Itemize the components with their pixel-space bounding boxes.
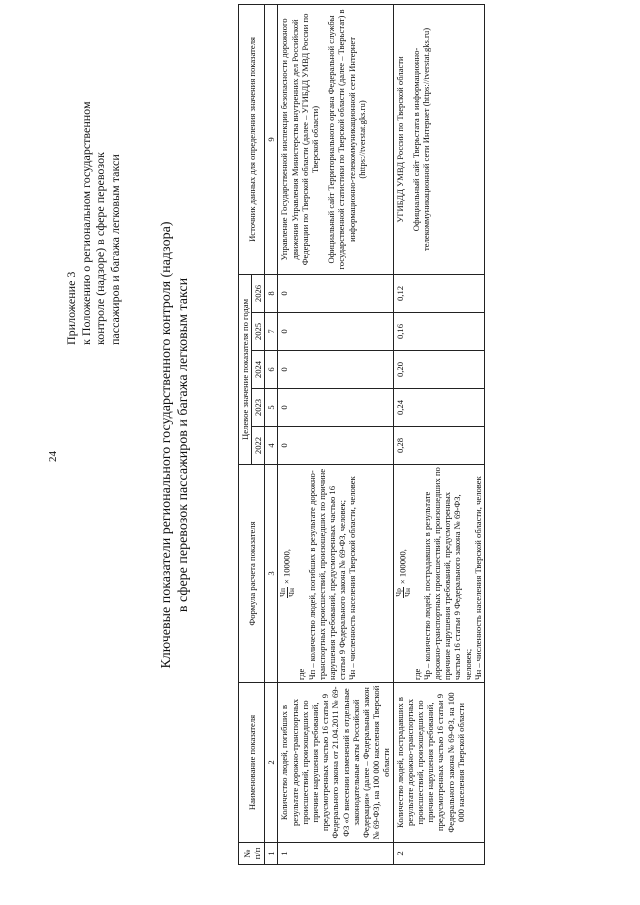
formula-expression [279,467,296,680]
target-value: 0 [278,389,393,427]
source-cell [278,4,393,274]
indicator-name: Количество людей, пострадавших в результате дорожно-транспортных происшествий, произошедших по причине нарушения требований, предусмотренных частью 16 статьи 9 Федерального закона № 69-ФЗ, на 100 000 населения Тверской области [393,683,484,843]
year-cell: 2026 [252,274,265,312]
year-cell: 2022 [252,427,265,465]
formula-multiplier: × 100000, [281,549,292,585]
source-cell [393,4,484,274]
formula-denominator: Чн [402,588,412,597]
page-number: 24 [47,451,59,462]
formula-fraction [395,587,412,598]
col-number: 8 [265,274,278,312]
table-row [393,4,484,864]
header-target: Целевое значение показателя по годам [239,274,252,464]
header-num: № п/п [239,843,265,865]
col-number: 1 [265,843,278,865]
year-cell: 2023 [252,389,265,427]
row-num: 1 [278,843,393,865]
col-number: 9 [265,4,278,274]
col-number: 3 [265,465,278,683]
formula-numerator: Чр [393,588,403,597]
formula-definition: Чп – количество людей, погибших в результате дорожно-транспортных происшествий, произошедших по причине нарушения требований, предусмотренных частью 16 статьи 9 Федерального закона № 69-ФЗ, человек; [306,468,348,680]
col-number: 6 [265,351,278,389]
kpi-table [238,4,485,865]
header-row [239,4,252,864]
col-number: 4 [265,427,278,465]
appendix-heading [64,40,122,345]
target-value: 0,24 [393,389,484,427]
source-text: Официальный сайт Территориального органа Федеральной службы государственной статистики по Тверской области (далее – Тверьстат) в информационно-телекоммуникационной сети Интернет (https://tverstat.gks.ru) [326,9,367,270]
target-value: 0 [278,274,393,312]
source-text: Официальный сайт Тверьстата в информационно-телекоммуникационной сети Интернет (https://tverstat.gks.ru) [410,27,432,251]
formula-where: где [296,668,307,680]
formula-definition: Чн – численность населения Тверской области, человек [347,476,358,680]
appendix-line: Приложение 3 [64,271,78,345]
target-value: 0 [278,313,393,351]
source-text: Управление Государственной инспекции безопасности дорожного движения Управления Министерства внутренних дел Российской Федерации по Тверской области (далее – УГИБДД УМВД России по Тверской области) [279,13,321,266]
indicator-name: Количество людей, погибших в результате дорожно-транспортных происшествий, произошедших по причине нарушения требований, предусмотренных частью 16 статьи 9 Федерального закона от 21.04.2011 № 69-ФЗ «О внесении изменений в отдельные законодательные акты Российской Федерации» (далее – Федеральный закон № 69-ФЗ), на 100 000 населения Тверской области [278,683,393,843]
row-num: 2 [393,843,484,865]
table-row [278,4,393,864]
col-number: 2 [265,683,278,843]
target-value: 0,20 [393,351,484,389]
target-value: 0,12 [393,274,484,312]
formula-denominator: Чн [287,588,297,597]
header-source: Источник данных для определения значения показателя [239,4,265,274]
header-formula: Формула расчета показателя [239,465,265,683]
formula-fraction [279,587,296,598]
column-numbers-row [265,4,278,864]
formula-numerator: Чп [278,588,288,597]
document-title [158,105,192,785]
target-value: 0,16 [393,313,484,351]
appendix-line: к Положению о региональном государственном [78,101,93,345]
target-value: 0 [278,427,393,465]
appendix-line: пассажиров и багажа легковым такси [107,154,122,345]
title-line: в сфере перевозок пассажиров и багажа легковым такси [176,277,191,613]
formula-cell [278,465,393,683]
target-value: 0 [278,351,393,389]
source-text: УГИБДД УМВД России по Тверской области [394,56,405,223]
year-cell: 2025 [252,313,265,351]
formula-definition: Чн – численность населения Тверской области, человек [472,476,483,680]
formula-cell [393,465,484,683]
year-cell: 2024 [252,351,265,389]
col-number: 7 [265,313,278,351]
formula-definition: Чр – количество людей, пострадавших в результате дорожно-транспортных происшествий, произошедших по причине нарушения требований, предусмотренных частью 16 статьи 9 Федерального закона № 69-ФЗ, человек; [421,467,473,680]
header-name: Наименование показателя [239,683,265,843]
formula-where: где [411,668,422,680]
title-line: Ключевые показатели регионального государственного контроля (надзора) [159,221,174,669]
col-number: 5 [265,389,278,427]
target-value: 0,28 [393,427,484,465]
appendix-line: контроле (надзоре) в сфере перевозок [93,152,107,345]
formula-expression [395,467,412,680]
formula-multiplier: × 100000, [397,549,408,585]
